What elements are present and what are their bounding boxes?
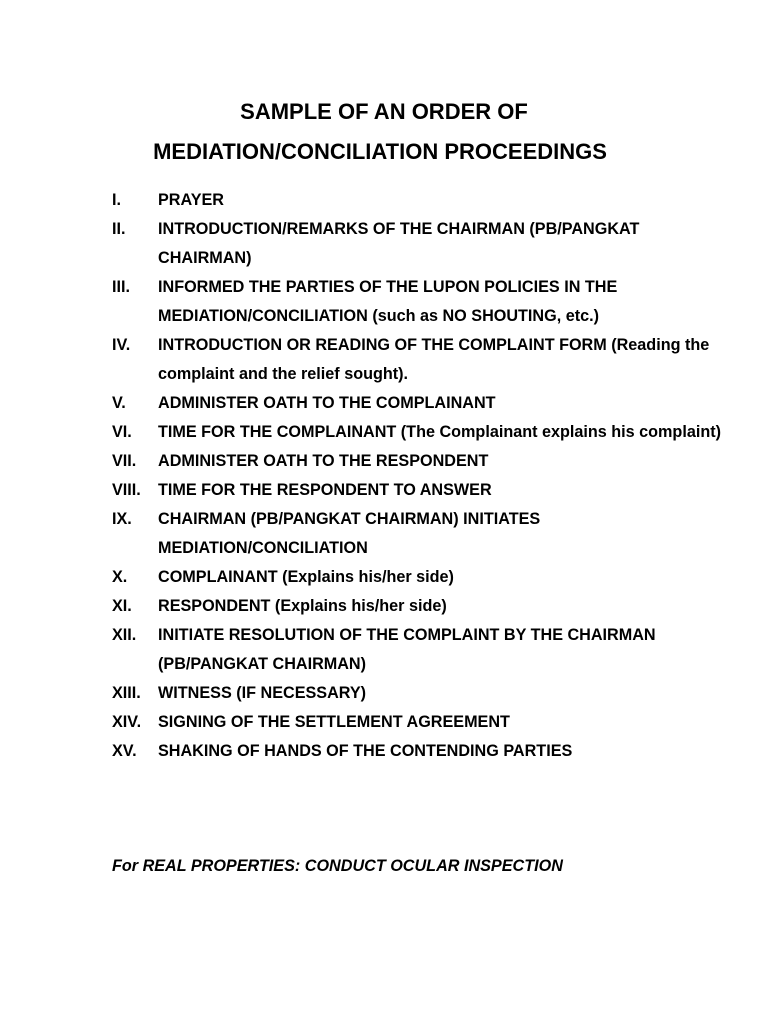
item-numeral: XII. (112, 626, 137, 644)
list-item (112, 679, 732, 708)
item-numeral: XV. (112, 742, 137, 760)
item-text: ADMINISTER OATH TO THE COMPLAINANT (158, 394, 496, 412)
item-text: RESPONDENT (Explains his/her side) (158, 597, 447, 615)
item-numeral: XIII. (112, 684, 141, 702)
item-text: INFORMED THE PARTIES OF THE LUPON POLICIES IN THE MEDIATION/CONCILIATION (such as NO SHOUTING, etc.) (158, 278, 618, 325)
list-item (112, 418, 732, 447)
item-numeral: II. (112, 220, 126, 238)
item-text: INTRODUCTION/REMARKS OF THE CHAIRMAN (PB/PANGKAT CHAIRMAN) (158, 220, 640, 267)
item-text: PRAYER (158, 191, 224, 209)
list-item (112, 273, 732, 331)
item-numeral: XIV. (112, 713, 142, 731)
list-item (112, 708, 732, 737)
item-text: INITIATE RESOLUTION OF THE COMPLAINT BY THE CHAIRMAN (PB/PANGKAT CHAIRMAN) (158, 626, 656, 673)
item-text: SHAKING OF HANDS OF THE CONTENDING PARTIES (158, 742, 573, 760)
list-item (112, 505, 732, 563)
list-item (112, 621, 732, 679)
item-numeral: VIII. (112, 481, 141, 499)
item-text: SIGNING OF THE SETTLEMENT AGREEMENT (158, 713, 510, 731)
item-numeral: XI. (112, 597, 132, 615)
item-text: TIME FOR THE COMPLAINANT (The Complainant explains his complaint) (158, 423, 721, 441)
item-text: TIME FOR THE RESPONDENT TO ANSWER (158, 481, 492, 499)
item-numeral: IV. (112, 336, 131, 354)
item-numeral: VI. (112, 423, 132, 441)
item-text: WITNESS (IF NECESSARY) (158, 684, 367, 702)
list-item (112, 563, 732, 592)
list-item (112, 389, 732, 418)
list-item (112, 186, 732, 215)
item-text: ADMINISTER OATH TO THE RESPONDENT (158, 452, 489, 470)
list-item (112, 215, 732, 273)
list-item (112, 447, 732, 476)
item-numeral: IX. (112, 510, 132, 528)
item-numeral: VII. (112, 452, 137, 470)
footer-note: For REAL PROPERTIES: CONDUCT OCULAR INSPECTION (112, 857, 563, 875)
item-text: COMPLAINANT (Explains his/her side) (158, 568, 454, 586)
item-text: INTRODUCTION OR READING OF THE COMPLAINT FORM (Reading the complaint and the relief sought). (158, 336, 710, 383)
item-numeral: X. (112, 568, 128, 586)
document-title-line-1: SAMPLE OF AN ORDER OF (240, 99, 528, 124)
item-text: CHAIRMAN (PB/PANGKAT CHAIRMAN) INITIATES MEDIATION/CONCILIATION (158, 510, 541, 557)
document-title-line-2: MEDIATION/CONCILIATION PROCEEDINGS (153, 139, 607, 164)
item-numeral: I. (112, 191, 121, 209)
item-numeral: V. (112, 394, 126, 412)
list-item (112, 592, 732, 621)
proceedings-list (112, 186, 732, 766)
item-numeral: III. (112, 278, 130, 296)
list-item (112, 476, 732, 505)
list-item (112, 331, 732, 389)
list-item (112, 737, 732, 766)
